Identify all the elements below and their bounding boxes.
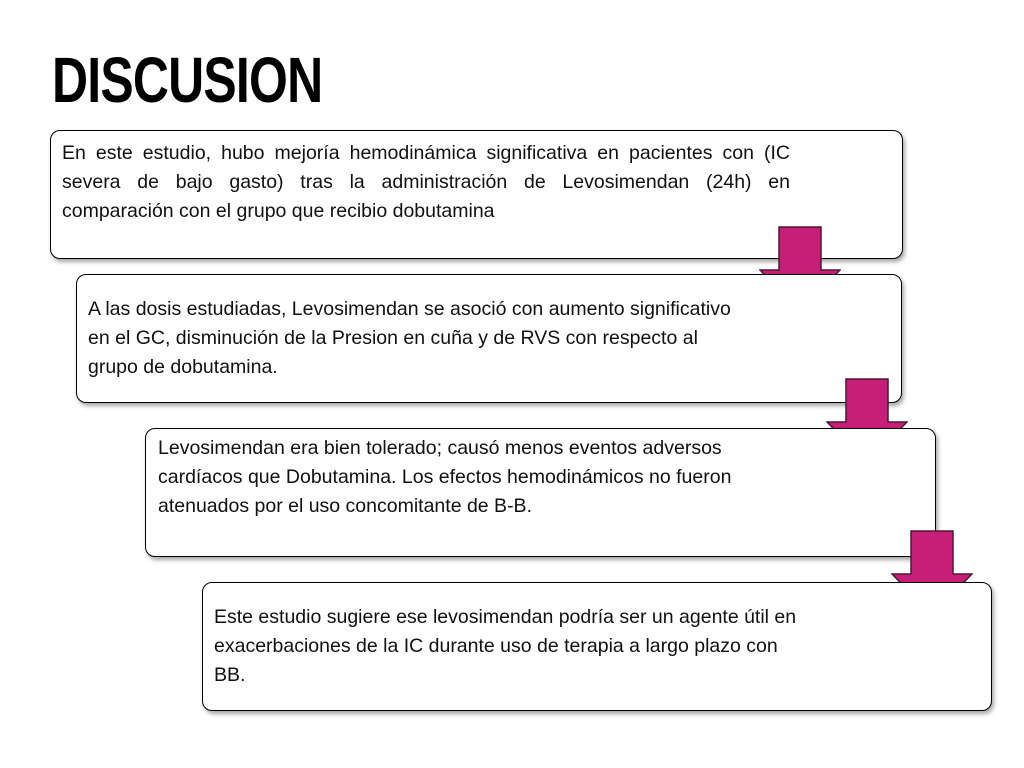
slide-title: DISCUSION	[52, 44, 323, 116]
step-4-text: Este estudio sugiere ese levosimendan podría ser un agente útil en exacerbaciones de la IC durante uso de terapia a largo plazo con BB.	[214, 606, 797, 686]
step-1-text: En este estudio, hubo mejoría hemodinámica significativa en pacientes con (IC severa de bajo gasto) tras la administración de Levosimendan (24h) en comparación con el grupo que recibio dobutamina	[62, 142, 790, 222]
process-step-3	[145, 428, 936, 557]
step-2-text: A las dosis estudiadas, Levosimendan se asoció con aumento significativo en el GC, disminución de la Presion en cuña y de RVS con respecto al grupo de dobutamina.	[88, 298, 731, 378]
process-step-4	[202, 582, 992, 711]
step-3-text: Levosimendan era bien tolerado; causó menos eventos adversos cardíacos que Dobutamina. Los efectos hemodinámicos no fueron atenuados por el uso concomitante de B-B.	[158, 437, 732, 517]
process-step-2	[76, 274, 902, 403]
